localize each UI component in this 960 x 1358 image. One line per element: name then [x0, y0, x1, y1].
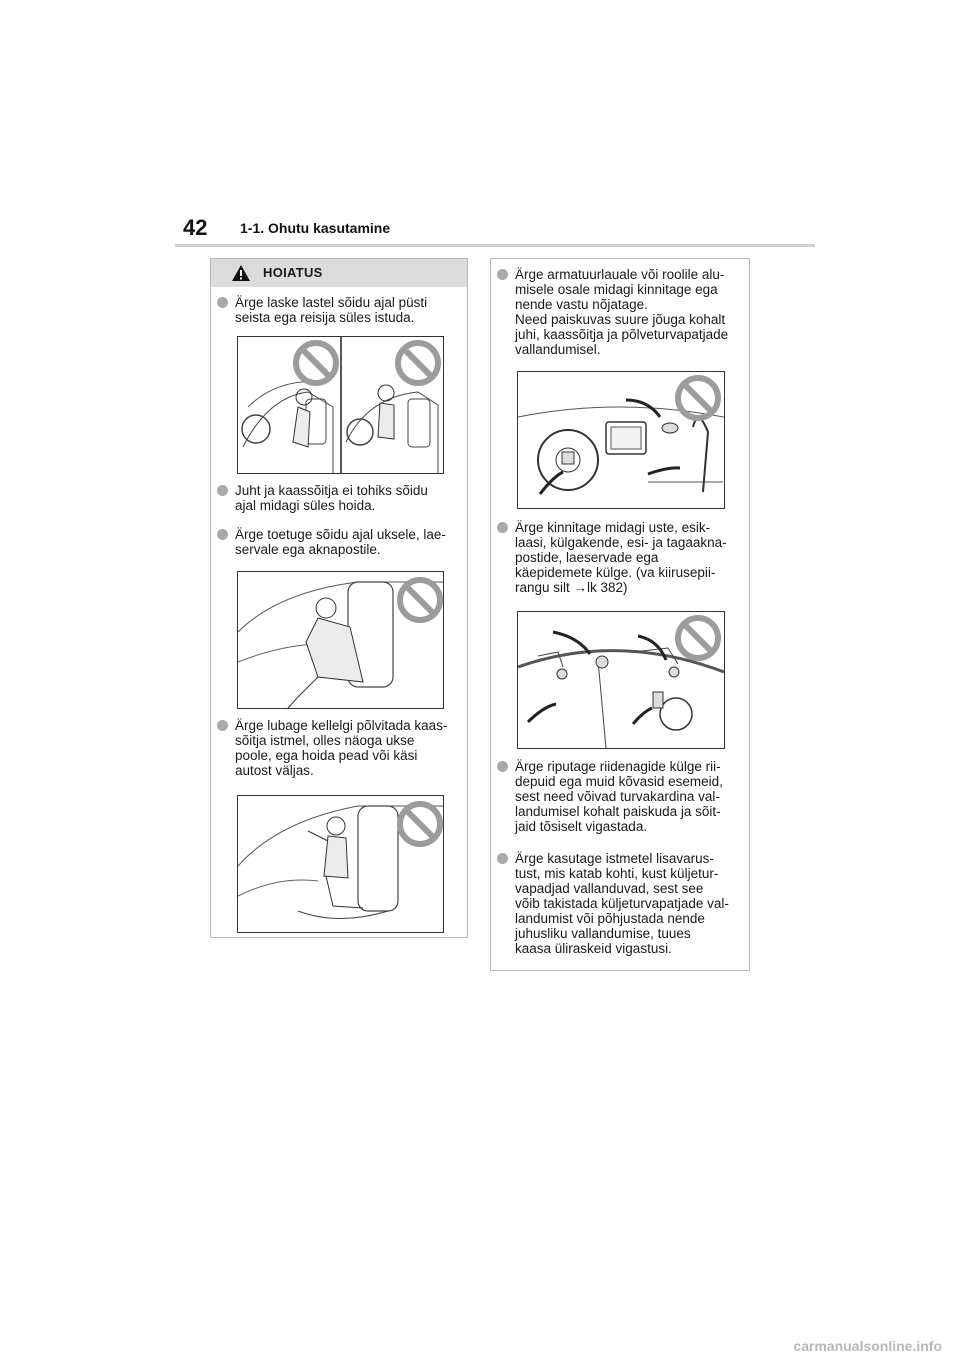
warning-item: Ärge riputage riidenagide külge rii- depuid ega muid kõvasid esemeid, sest need võivad turvakardina val- landumisel kohalt paiskuda ja sõit- jaid tõsiselt vigastada. [497, 759, 747, 834]
bullet-dot-icon [497, 269, 508, 280]
bullet-dot-icon [497, 761, 508, 772]
page-number: 42 [183, 215, 208, 240]
bullet-dot-icon [497, 853, 508, 864]
warning-item: Ärge kinnitage midagi uste, esik- laasi, külgakende, esi- ja tagaakna- postide, laeservade ega käepidemete külge. (va kiirusepii- rangu silt →lk 382) [497, 520, 747, 595]
bullet-dot-icon [217, 720, 228, 731]
prohibited-icon [400, 580, 440, 620]
illustration-standing-children [237, 336, 444, 474]
section-title: 1-1. Ohutu kasutamine [240, 220, 391, 236]
warning-item: Ärge lubage kellelgi põlvitada kaas- sõitja istmel, olles näoga ukse poole, ega hoida pead või käsi autost väljas. [217, 718, 465, 778]
bullet-dot-icon [217, 297, 228, 308]
prohibited-icon [398, 343, 438, 383]
warning-item: Ärge laske lastel sõidu ajal püsti seista ega reisija süles istuda. [217, 295, 465, 325]
illustration-dashboard [517, 371, 725, 509]
warning-item: Ärge toetuge sõidu ajal uksele, lae- servale ega aknapostile. [217, 527, 465, 557]
warning-item: Ärge armatuurlauale või roolile alu- misele osale midagi kinnitage ega nende vastu nõjatage. Need paiskuvas suure jõuga kohalt juhi, kaassõitja ja põlveturvapatjade vallandumisel. [497, 267, 747, 357]
bullet-dot-icon [217, 485, 228, 496]
warning-header [211, 259, 467, 287]
prohibited-icon [400, 804, 440, 844]
warning-title: HOIATUS [263, 265, 323, 280]
prohibited-icon [678, 378, 718, 418]
continued-box [490, 258, 750, 971]
warning-item: Juht ja kaassõitja ei tohiks sõidu ajal midagi süles hoida. [217, 483, 465, 513]
warning-box [210, 258, 468, 938]
prohibited-icon [678, 618, 718, 658]
prohibited-icon [296, 343, 336, 383]
header-rule [175, 244, 815, 247]
warning-item: Ärge kasutage istmetel lisavarus- tust, mis katab kohti, kust küljetur- vapadjad vallanduvad, sest see võib takistada küljeturvapatjade val- landumist või põhjustada nende juhusliku vallandumise, tuues kaasa üliraskeid vigastusi. [497, 851, 747, 956]
warning-triangle-icon [231, 264, 251, 282]
watermark: carmanualsonline.info [793, 1338, 942, 1354]
illustration-door-pillars [517, 611, 725, 749]
bullet-dot-icon [497, 522, 508, 533]
illustration-kneeling-child [237, 795, 444, 933]
bullet-dot-icon [217, 529, 228, 540]
illustration-leaning-on-door [237, 571, 444, 709]
